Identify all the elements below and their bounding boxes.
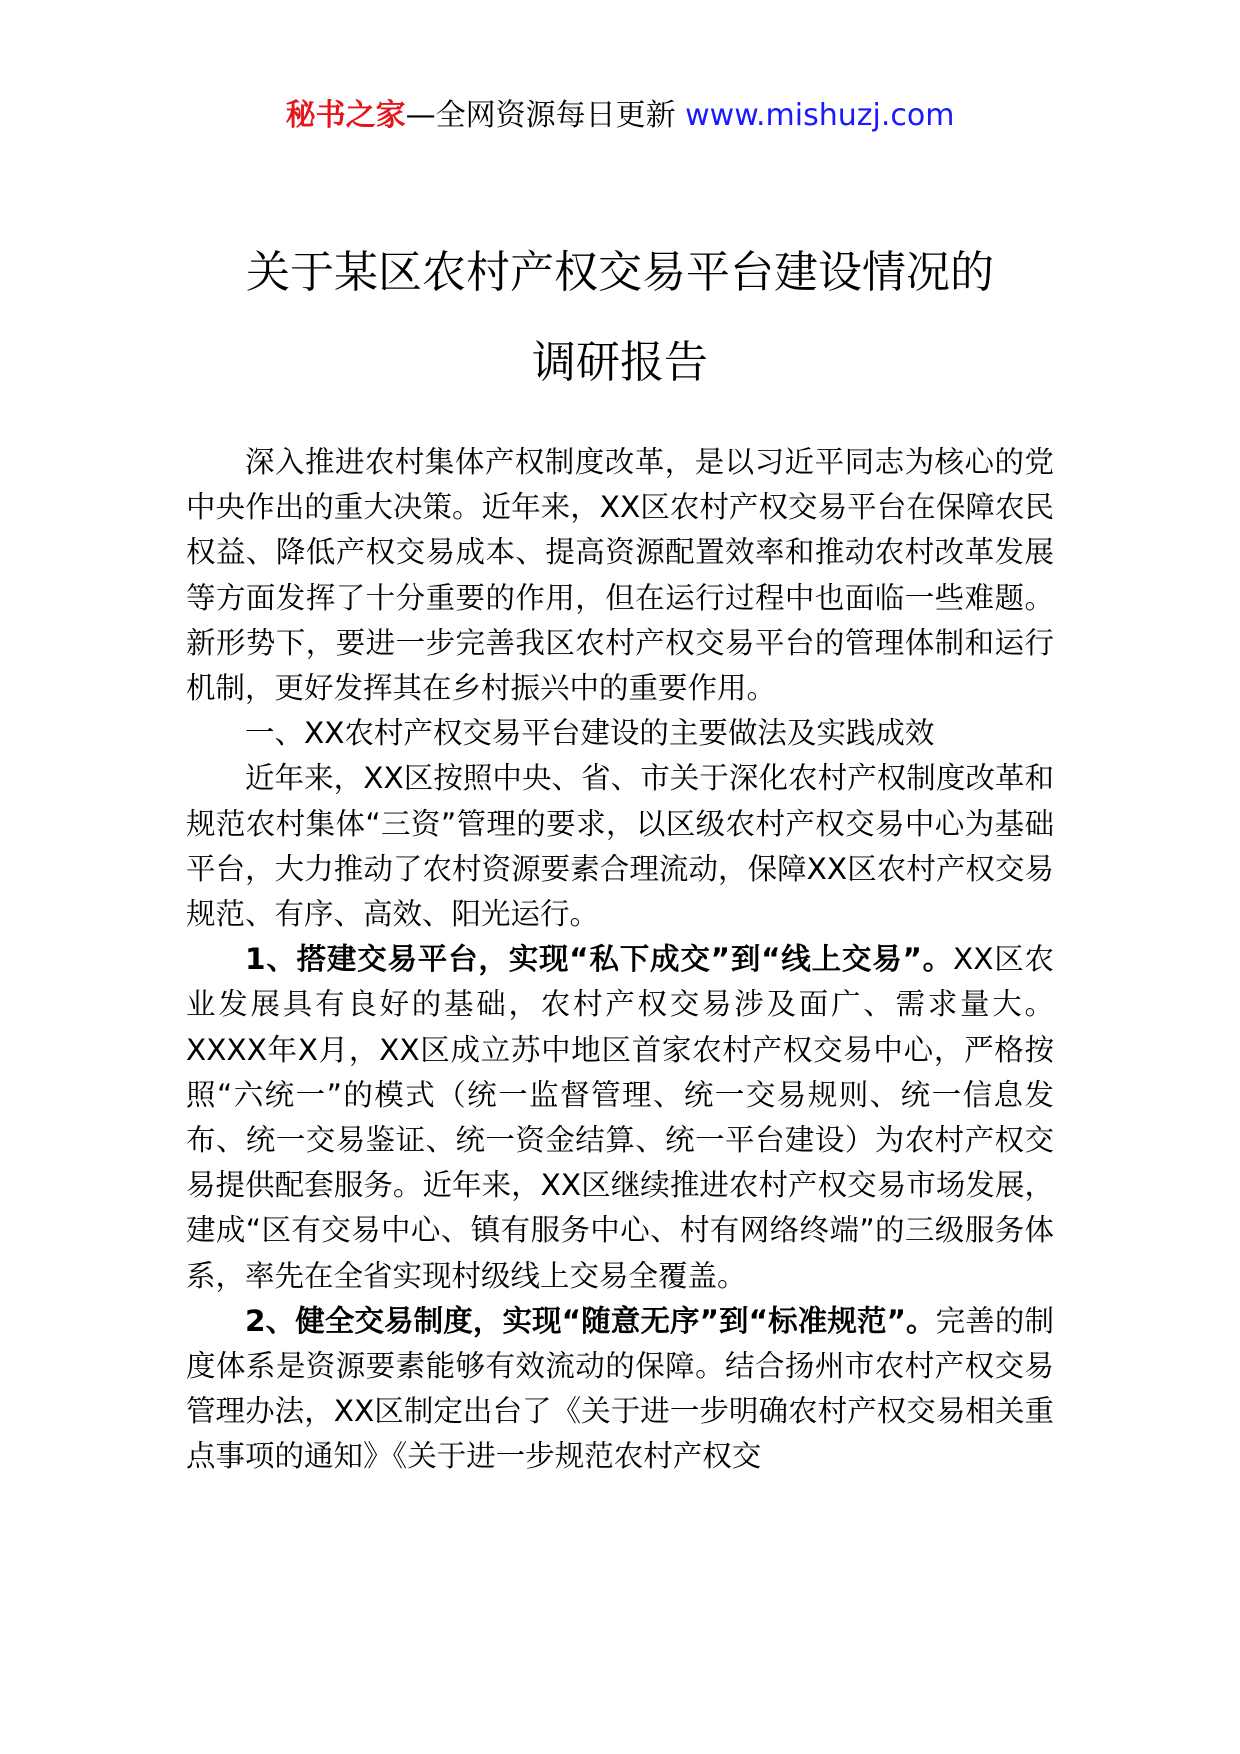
subsection-2-text: 完善的制度体系是资源要素能够有效流动的保障。结合扬州市农村产权交易管理办法，XX区制定出台了《关于进一步明确农村产权交易相关重点事项的通知》《关于进一步规范农村产权交 bbox=[186, 1303, 1054, 1474]
brand-name: 秘书之家 bbox=[285, 98, 406, 133]
title-line-1: 关于某区农村产权交易平台建设情况的 bbox=[246, 247, 994, 298]
document-body bbox=[186, 440, 1054, 1480]
section-heading: 一、XX农村产权交易平台建设的主要做法及实践成效 bbox=[245, 716, 935, 751]
subsection-1 bbox=[186, 937, 1054, 1299]
section-paragraph: 近年来，XX区按照中央、省、市关于深化农村产权制度改革和规范农村集体“三资”管理的要求，以区级农村产权交易中心为基础平台，大力推动了农村资源要素合理流动，保障XX区农村产权交易规范、有序、高效、阳光运行。 bbox=[186, 761, 1054, 932]
subsection-1-text: XX区农业发展具有良好的基础，农村产权交易涉及面广、需求量大。XXXX年X月，XX区成立苏中地区首家农村产权交易中心，严格按照“六统一”的模式（统一监督管理、统一交易规则、统一信息发布、统一交易鉴证、统一资金结算、统一平台建设）为农村产权交易提供配套服务。近年来，XX区继续推进农村产权交易市场发展，建成“区有交易中心、镇有服务中心、村有网络终端”的三级服务体系，率先在全省实现村级线上交易全覆盖。 bbox=[186, 942, 1054, 1293]
subsection-2 bbox=[186, 1299, 1054, 1480]
document-title bbox=[0, 228, 1240, 408]
website-link[interactable]: www.mishuzj.com bbox=[685, 98, 955, 133]
header-slogan: —全网资源每日更新 bbox=[405, 98, 676, 133]
intro-paragraph: 深入推进农村集体产权制度改革，是以习近平同志为核心的党中央作出的重大决策。近年来，XX区农村产权交易平台在保障农民权益、降低产权交易成本、提高资源配置效率和推动农村改革发展等方面发挥了十分重要的作用，但在运行过程中也面临一些难题。新形势下，要进一步完善我区农村产权交易平台的管理体制和运行机制，更好发挥其在乡村振兴中的重要作用。 bbox=[186, 445, 1054, 706]
subsection-2-title: 2、健全交易制度，实现“随意无序”到“标准规范”。 bbox=[245, 1303, 936, 1338]
page-header bbox=[0, 96, 1240, 136]
subsection-1-title: 1、搭建交易平台，实现“私下成交”到“线上交易”。 bbox=[245, 942, 953, 977]
title-line-2: 调研报告 bbox=[532, 337, 708, 388]
